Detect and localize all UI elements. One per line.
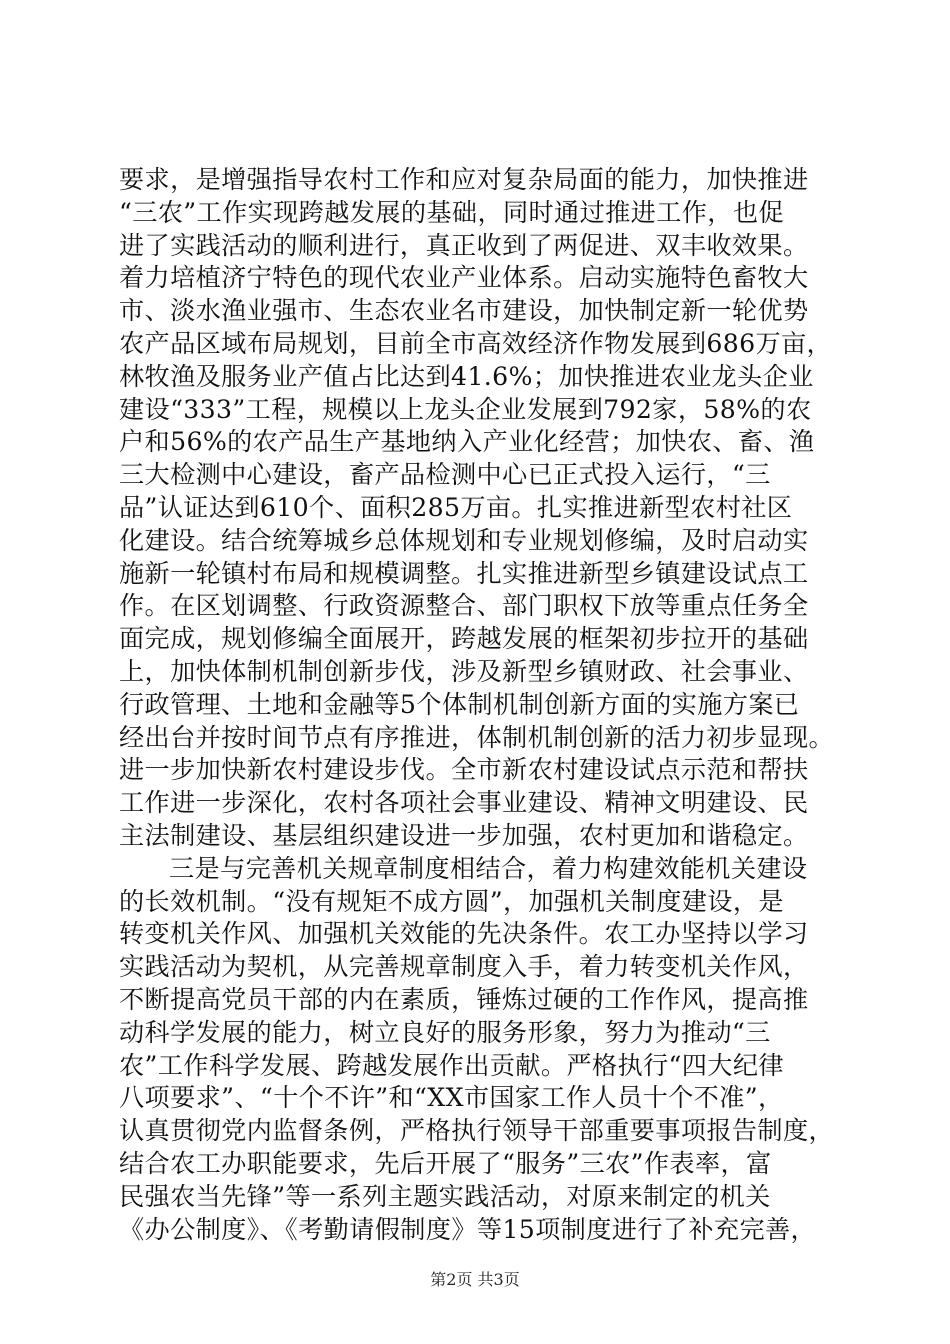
text-line: 着力培植济宁特色的现代农业产业体系。启动实施特色畜牧大 — [119, 263, 809, 293]
text-line: 农产品区域布局规划，目前全市高效经济作物发展到686万亩， — [119, 328, 833, 358]
text-line: 林牧渔及服务业产值占比达到41.6%；加快推进农业龙头企业 — [119, 361, 814, 391]
text-line: 三大检测中心建设，畜产品检测中心已正式投入运行，“三 — [119, 460, 771, 490]
text-line: 工作进一步深化，农村各项社会事业建设、精神文明建设、民 — [119, 788, 809, 818]
text-line: 行政管理、土地和金融等5个体制机制创新方面的实施方案已 — [119, 689, 800, 719]
text-line: 农”工作科学发展、跨越发展作出贡献。严格执行“四大纪律 — [119, 1050, 784, 1080]
paragraph-first-line: 三是与完善机关规章制度相结合，着力构建效能机关建设 — [169, 853, 808, 883]
text-line: 结合农工办职能要求，先后开展了“服务”三农”作表率，富 — [119, 1148, 772, 1178]
text-line: “三农”工作实现跨越发展的基础，同时通过推进工作，也促 — [119, 197, 784, 227]
text-line: 的长效机制。“没有规矩不成方圆”，加强机关制度建设，是 — [119, 886, 784, 916]
text-line: 转变机关作风、加强机关效能的先决条件。农工办坚持以学习 — [119, 919, 809, 949]
text-line: 作。在区划调整、行政资源整合、部门职权下放等重点任务全 — [119, 591, 809, 621]
text-line: 品”认证达到610个、面积285万亩。扎实推进新型农村社区 — [119, 492, 793, 522]
text-line: 面完成，规划修编全面展开，跨越发展的框架初步拉开的基础 — [119, 624, 809, 654]
text-line: 《办公制度》、《考勤请假制度》等15项制度进行了补充完善， — [119, 1214, 817, 1244]
text-line: 户和56%的农产品生产基地纳入产业化经营；加快农、畜、渔 — [119, 427, 815, 457]
text-line: 上，加快体制机制创新步伐，涉及新型乡镇财政、社会事业、 — [119, 656, 809, 686]
text-line: 要求，是增强指导农村工作和应对复杂局面的能力，加快推进 — [119, 165, 809, 194]
text-line: 民强农当先锋”等一系列主题实践活动，对原来制定的机关 — [119, 1181, 771, 1211]
text-line: 八项要求”、“十个不许”和“XX市国家工作人员十个不准”， — [119, 1083, 784, 1113]
text-line: 进了实践活动的顺利进行，真正收到了两促进、双丰收效果。 — [119, 230, 809, 260]
text-line: 施新一轮镇村布局和规模调整。扎实推进新型乡镇建设试点工 — [119, 558, 809, 588]
page-number-footer: 第2页 共3页 — [430, 1270, 520, 1289]
text-line: 认真贯彻党内监督条例，严格执行领导干部重要事项报告制度， — [119, 1116, 835, 1146]
text-line: 经出台并按时间节点有序推进，体制机制创新的活力初步显现。 — [119, 722, 835, 752]
text-line: 进一步加快新农村建设步伐。全市新农村建设试点示范和帮扶 — [119, 755, 809, 785]
text-line: 不断提高党员干部的内在素质，锤炼过硬的工作作风，提高推 — [119, 984, 809, 1014]
text-line: 动科学发展的能力，树立良好的服务形象，努力为推动“三 — [119, 1017, 771, 1047]
text-line: 化建设。结合统筹城乡总体规划和专业规划修编，及时启动实 — [119, 525, 809, 555]
text-line: 实践活动为契机，从完善规章制度入手，着力转变机关作风， — [119, 952, 809, 982]
text-line: 建设“333”工程，规模以上龙头企业发展到792家，58%的农 — [119, 394, 812, 424]
document-body — [119, 164, 841, 1246]
text-line: 市、淡水渔业强市、生态农业名市建设，加快制定新一轮优势 — [119, 296, 809, 326]
text-line: 主法制建设、基层组织建设进一步加强，农村更加和谐稳定。 — [119, 820, 809, 850]
